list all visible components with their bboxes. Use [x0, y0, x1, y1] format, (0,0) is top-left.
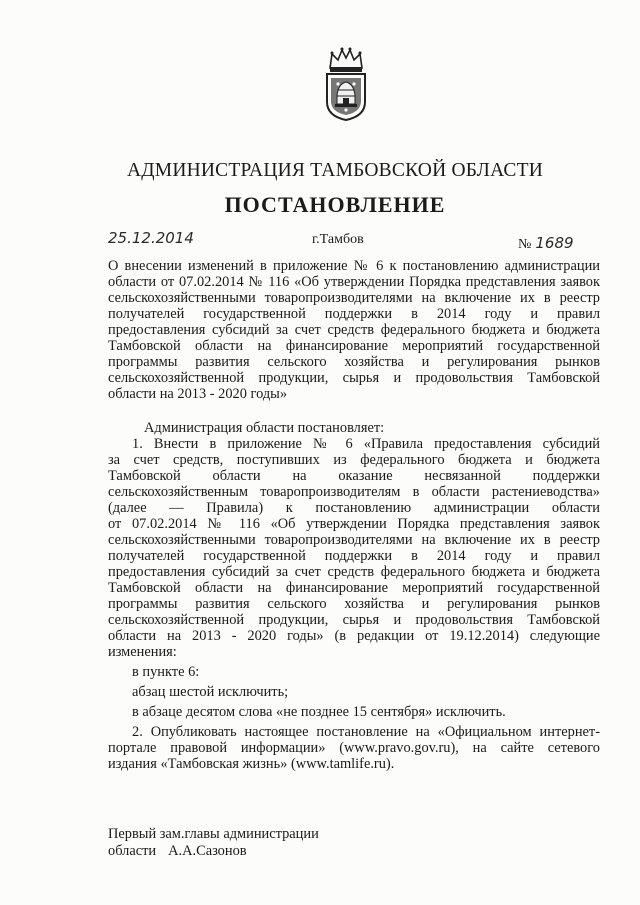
document-type-title: ПОСТАНОВЛЕНИЕ	[224, 192, 446, 217]
body-line: программы развития сельского хозяйства и регулирования рынков	[108, 596, 600, 612]
title-line: предоставления субсидий за счет средств федерального бюджета и бюджета	[108, 322, 600, 338]
document-date: 25.12.2014	[108, 229, 194, 247]
body-line: Тамбовской области на оказание несвязанной поддержки	[108, 468, 600, 484]
number-prefix: №	[518, 237, 532, 252]
title-line: Тамбовской области на финансирование мероприятий государственной	[108, 338, 600, 354]
body-line: получателей государственной поддержки в 2014 году и правил	[108, 548, 600, 564]
organization-name: АДМИНИСТРАЦИЯ ТАМБОВСКОЙ ОБЛАСТИ	[127, 160, 543, 181]
body-line: портале правовой информации» (www.pravo.gov.ru), на сайте сетевого	[108, 740, 600, 756]
body-line: в пункте 6:	[132, 664, 200, 680]
title-line: области от 07.02.2014 № 116 «Об утверждении Порядка представления заявок	[108, 274, 600, 290]
signature-block	[108, 826, 319, 860]
body-line: предоставления субсидий за счет средств федерального бюджета и бюджета	[108, 564, 600, 580]
body-line: Администрация области постановляет:	[144, 420, 385, 436]
body-line: абзац шестой исключить;	[132, 684, 289, 700]
body-line: (далее — Правила) к постановлению администрации области	[108, 500, 600, 516]
document-city: г.Тамбов	[312, 232, 364, 247]
document-number	[518, 234, 574, 253]
body-line: сельскохозяйственной продукции, сырья и продовольствия Тамбовской	[108, 612, 600, 628]
body-line: изменения:	[108, 644, 177, 660]
title-line: программы развития сельского хозяйства и регулирования рынков	[108, 354, 600, 370]
title-line: области на 2013 - 2020 годы»	[108, 386, 288, 402]
tambov-coat-of-arms-icon	[324, 46, 368, 122]
body-line: сельскохозяйственными товаропроизводителями на включение их в реестр	[108, 532, 600, 548]
title-line: О внесении изменений в приложение № 6 к постановлению администрации	[108, 258, 600, 274]
signatory-position-line2: области А.А.Сазонов	[108, 843, 247, 859]
title-line: получателей государственной поддержки в 2014 году и правил	[108, 306, 600, 322]
body-line: 1. Внести в приложение № 6 «Правила предоставления субсидий	[132, 436, 600, 452]
body-line: в абзаце десятом слова «не позднее 15 сентября» исключить.	[132, 704, 506, 720]
body-line: Тамбовской области на финансирование мероприятий государственной	[108, 580, 600, 596]
signatory-position: Первый зам.главы администрации	[108, 826, 319, 842]
title-line: сельскохозяйственной продукции, сырья и продовольствия Тамбовской	[108, 370, 600, 386]
body-line: сельскохозяйственным товаропроизводителям в области растениеводства»	[108, 484, 600, 500]
body-line: от 07.02.2014 № 116 «Об утверждении Порядка представления заявок	[108, 516, 600, 532]
number-value: 1689	[535, 234, 574, 252]
body-line: за счет средств, поступивших из федерального бюджета и бюджета	[108, 452, 600, 468]
signatory-name: А.А.Сазонов	[168, 843, 247, 859]
body-line: 2. Опубликовать настоящее постановление на «Официальном интернет-	[132, 724, 600, 740]
title-line: сельскохозяйственными товаропроизводителями на включение их в реестр	[108, 290, 600, 306]
body-line: области на 2013 - 2020 годы» (в редакции от 19.12.2014) следующие	[108, 628, 600, 644]
body-line: издания «Тамбовская жизнь» (www.tamlife.ru).	[108, 756, 395, 772]
